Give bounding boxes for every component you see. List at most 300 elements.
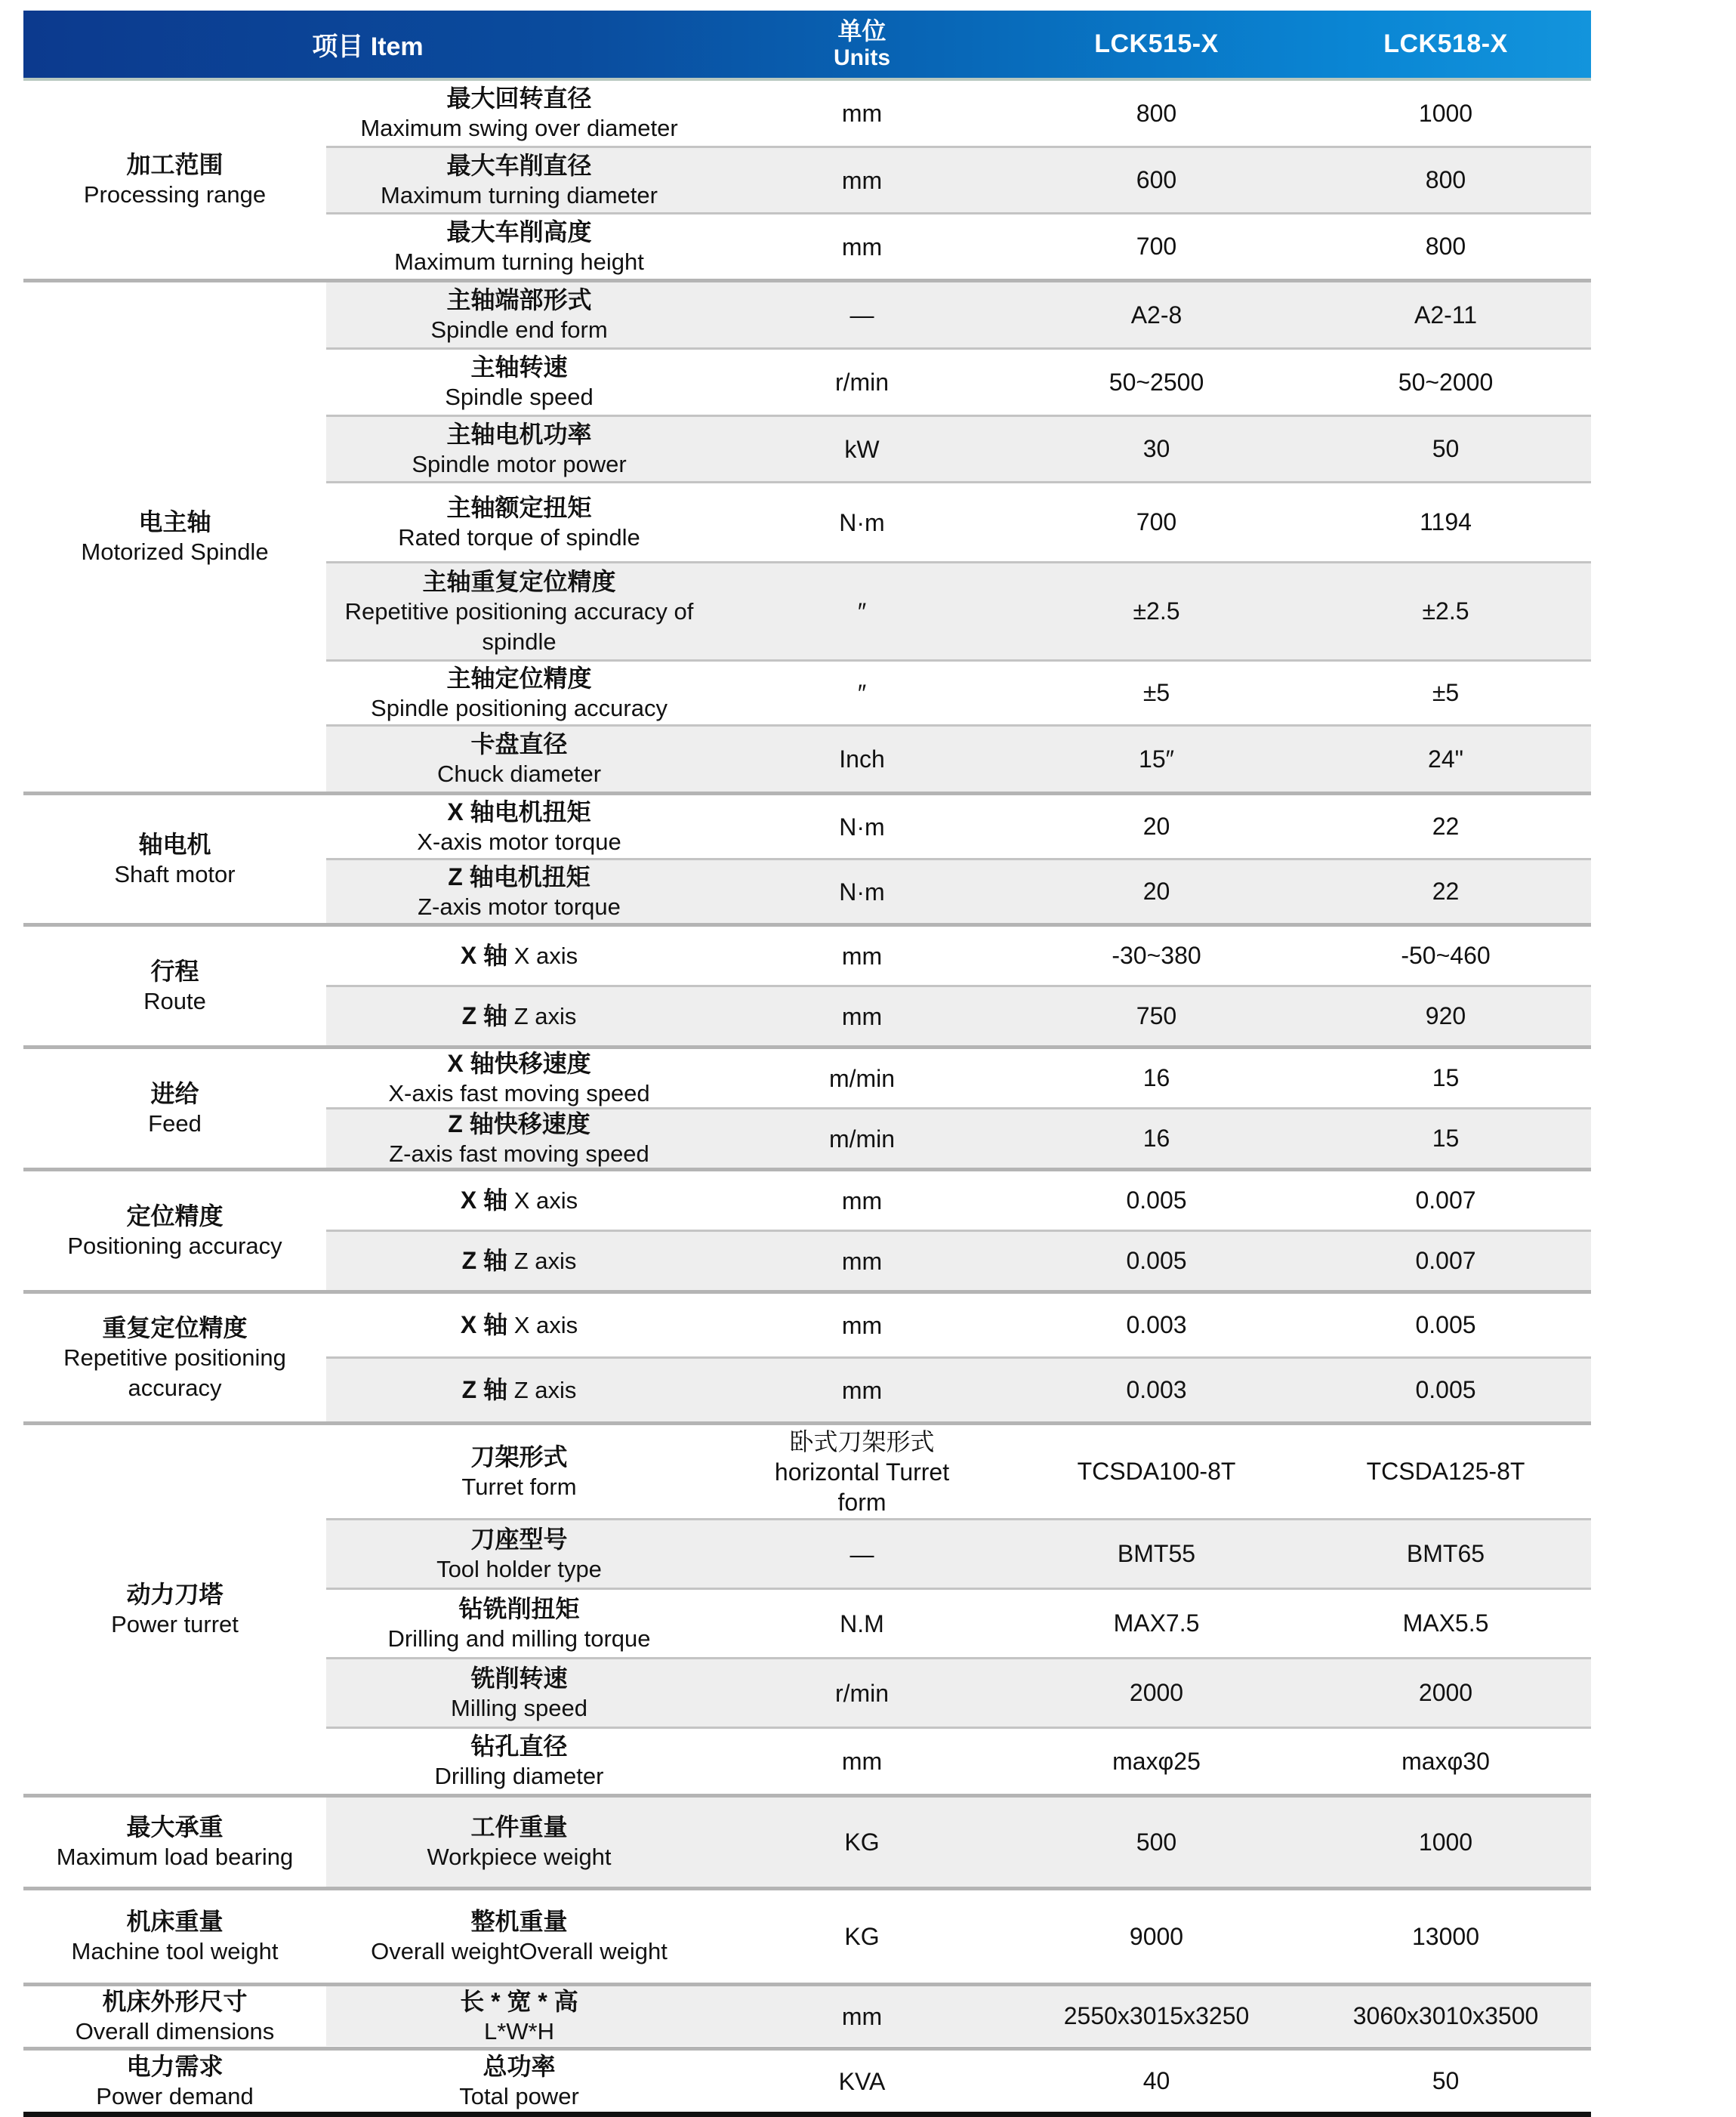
unit-value: r/min (834, 369, 890, 396)
model-2-value (1301, 1890, 1590, 1983)
item-en: Spindle positioning accuracy (371, 694, 668, 721)
category-cell (23, 1798, 326, 1887)
item-cell (326, 987, 712, 1045)
item-cell (326, 1729, 712, 1794)
spec-table (23, 11, 1591, 2117)
model-2-value (1301, 1232, 1590, 1290)
value-text: 40 (1142, 2067, 1170, 2094)
item-zh: 总功率 (483, 2052, 556, 2080)
category-zh: 电主轴 (138, 508, 211, 535)
item-cell (326, 1109, 712, 1168)
item-zh: 主轴电机功率 (446, 420, 592, 448)
unit-value: mm (841, 233, 883, 261)
item-en: Z axis (513, 1377, 577, 1403)
section (23, 1798, 1591, 1890)
item-cell (326, 483, 712, 561)
value-text: ±5 (1432, 679, 1460, 706)
item-en: Z axis (513, 1248, 577, 1274)
section-rows (326, 1171, 1591, 1290)
item-zh: 主轴端部形式 (446, 286, 592, 313)
value-text: 3060x3010x3500 (1352, 2002, 1539, 2029)
item-en: Maximum turning height (394, 248, 644, 275)
model-2-value (1301, 927, 1590, 985)
section (23, 1890, 1591, 1986)
value-text: 50~2500 (1109, 368, 1204, 396)
item-zh: 卡盘直径 (470, 730, 568, 758)
unit-value: mm (841, 1748, 883, 1775)
table-row (326, 146, 1591, 212)
section (23, 1171, 1591, 1294)
value-text: 1000 (1418, 99, 1473, 127)
section (23, 927, 1591, 1049)
item-cell (326, 1171, 712, 1230)
section-rows (326, 795, 1591, 923)
item-en: X-axis motor torque (417, 828, 621, 855)
item-zh: 长 * 宽 * 高 (460, 1987, 578, 2015)
item-en: L*W*H (483, 2017, 554, 2044)
value-text: 50 (1432, 2067, 1460, 2094)
unit-cell (712, 1425, 1012, 1518)
unit-cell (712, 563, 1012, 659)
unit-value: mm (841, 1187, 883, 1214)
value-text: 700 (1136, 508, 1177, 535)
unit-cell (712, 483, 1012, 561)
unit-value: N.M (840, 1609, 884, 1637)
model-2-value (1301, 417, 1590, 481)
table-row (326, 81, 1591, 146)
value-text: 1194 (1420, 508, 1472, 535)
category-en: Power turret (111, 1611, 239, 1637)
value-text: 16 (1142, 1125, 1170, 1152)
model-1-value (1012, 1109, 1301, 1168)
item-cell (326, 1425, 712, 1518)
header-model-1 (1012, 11, 1301, 78)
model-2-value (1301, 563, 1590, 659)
model-2-value (1301, 1049, 1590, 1107)
category-en: Positioning accuracy (67, 1232, 282, 1259)
section-rows (326, 282, 1591, 792)
category-zh: 机床重量 (126, 1908, 224, 1935)
item-zh: Z 轴 (461, 1376, 508, 1403)
value-text: 50 (1432, 435, 1460, 462)
value-text: BMT55 (1117, 1540, 1196, 1567)
unit-value: mm (841, 1311, 883, 1339)
item-zh: 主轴额定扭矩 (446, 493, 592, 521)
value-text: 22 (1432, 813, 1460, 840)
item-zh: 工件重量 (470, 1813, 568, 1841)
value-text: MAX7.5 (1113, 1609, 1200, 1637)
item-en: Drilling and milling torque (387, 1625, 651, 1652)
header-item (23, 11, 712, 78)
value-text: 13000 (1412, 1922, 1479, 1950)
section (23, 1049, 1591, 1171)
table-row (326, 985, 1591, 1045)
item-en: Spindle speed (445, 384, 594, 410)
model-2-value (1301, 662, 1590, 724)
table-row (326, 1727, 1591, 1794)
item-en: Rated torque of spindle (398, 523, 640, 551)
unit-cell (712, 1171, 1012, 1230)
unit-value: — (849, 1540, 874, 1568)
item-zh: X 轴电机扭矩 (447, 798, 591, 826)
item-zh: 整机重量 (470, 1908, 568, 1935)
section (23, 1986, 1591, 2051)
category-cell (23, 1425, 326, 1794)
unit-cell (712, 1798, 1012, 1887)
item-cell (326, 1590, 712, 1657)
item-en: Spindle end form (430, 316, 608, 343)
item-cell (326, 1659, 712, 1727)
item-cell (326, 2051, 712, 2112)
table-row (326, 1798, 1591, 1887)
category-cell (23, 2051, 326, 2112)
unit-cell (712, 795, 1012, 858)
value-text: A2-11 (1414, 301, 1477, 329)
section-rows (326, 81, 1591, 279)
section-rows (326, 1798, 1591, 1887)
header-units (712, 11, 1012, 78)
unit-value: KVA (838, 2067, 886, 2095)
unit-cell (712, 417, 1012, 481)
value-text: 15″ (1139, 745, 1174, 773)
unit-value: KG (844, 1923, 880, 1950)
model-2-value (1301, 1659, 1590, 1727)
item-en: X axis (513, 943, 578, 969)
model-1-value (1012, 282, 1301, 347)
unit-cell (712, 1294, 1012, 1356)
model-1-value (1012, 1986, 1301, 2046)
header-model-2 (1301, 11, 1590, 78)
unit-cell (712, 1729, 1012, 1794)
table-row (326, 927, 1591, 985)
header-units-en: Units (834, 45, 890, 70)
model-1-value (1012, 1232, 1301, 1290)
value-text: 15 (1432, 1064, 1460, 1091)
category-en: Maximum load bearing (56, 1844, 294, 1870)
item-zh: 最大车削高度 (446, 218, 592, 245)
item-en: X-axis fast moving speed (388, 1079, 650, 1106)
model-2-value (1301, 2051, 1590, 2112)
item-cell (326, 563, 712, 659)
item-cell (326, 282, 712, 347)
category-zh: 加工范围 (126, 151, 224, 178)
value-text: 0.005 (1126, 1187, 1187, 1214)
model-1-value (1012, 483, 1301, 561)
item-zh: 钻铣削扭矩 (458, 1594, 580, 1622)
item-zh: 铣削转速 (470, 1664, 568, 1692)
item-en: Z-axis motor torque (418, 893, 621, 920)
category-cell (23, 282, 326, 792)
unit-cell (712, 1049, 1012, 1107)
table-row (326, 212, 1591, 279)
section (23, 795, 1591, 927)
unit-cell (712, 860, 1012, 923)
item-en: Maximum swing over diameter (360, 115, 678, 141)
value-text: 0.003 (1126, 1376, 1187, 1403)
unit-value: mm (841, 166, 883, 194)
model-1-value (1012, 1890, 1301, 1983)
unit-value: ″ (857, 597, 867, 625)
category-zh: 最大承重 (126, 1813, 224, 1841)
unit-cell (712, 148, 1012, 212)
value-text: 800 (1136, 99, 1177, 127)
table-row (326, 1171, 1591, 1230)
category-en: Shaft motor (114, 860, 236, 887)
unit-value: ″ (857, 679, 867, 707)
item-zh: 钻孔直径 (470, 1733, 568, 1760)
category-zh: 轴电机 (138, 830, 211, 858)
unit-value: mm (841, 1247, 883, 1275)
value-text: 30 (1142, 435, 1170, 462)
model-2-value (1301, 987, 1590, 1045)
item-zh: 最大车削直径 (446, 151, 592, 179)
item-en: Spindle motor power (412, 450, 627, 477)
model-2-value (1301, 1425, 1590, 1518)
value-text: 20 (1142, 813, 1170, 840)
value-text: A2-8 (1130, 301, 1183, 329)
model-2-value (1301, 795, 1590, 858)
model-1-value (1012, 1049, 1301, 1107)
item-zh: Z 轴 (461, 1002, 508, 1029)
value-text: maxφ30 (1401, 1747, 1490, 1775)
model-2-value (1301, 1590, 1590, 1657)
item-zh: 主轴转速 (470, 353, 568, 381)
item-cell (326, 81, 712, 146)
section-rows (326, 1294, 1591, 1421)
table-row (326, 282, 1591, 347)
item-cell (326, 927, 712, 985)
section (23, 81, 1591, 282)
model-1-value (1012, 795, 1301, 858)
header-item-label: 项目 Item (312, 32, 424, 61)
table-row (326, 1890, 1591, 1983)
unit-value: mm (841, 1376, 883, 1404)
table-row (326, 1294, 1591, 1356)
category-en: Overall dimensions (75, 2018, 275, 2044)
unit-value: N·m (839, 813, 885, 841)
model-2-value (1301, 148, 1590, 212)
section-rows (326, 1890, 1591, 1983)
item-cell (326, 1890, 712, 1983)
item-cell (326, 417, 712, 481)
item-en: X axis (513, 1312, 578, 1338)
item-zh: X 轴快移速度 (447, 1049, 591, 1077)
table-row (326, 1425, 1591, 1518)
item-en: Workpiece weight (427, 1844, 612, 1870)
table-row (326, 659, 1591, 724)
value-text: 500 (1136, 1828, 1177, 1856)
value-text: 0.007 (1415, 1187, 1476, 1214)
unit-value: KG (844, 1828, 880, 1856)
item-en: Chuck diameter (436, 761, 602, 787)
unit-value: — (849, 301, 874, 329)
item-cell (326, 148, 712, 212)
value-text: 50~2000 (1398, 368, 1494, 396)
unit-cell (712, 214, 1012, 279)
category-cell (23, 1890, 326, 1983)
value-text: 2550x3015x3250 (1063, 2002, 1250, 2029)
item-zh: 刀架形式 (470, 1443, 568, 1470)
model-2-value (1301, 1986, 1590, 2046)
item-zh: 刀座型号 (470, 1525, 568, 1553)
table-row (326, 2051, 1591, 2112)
value-text: 15 (1432, 1125, 1460, 1152)
unit-cell (712, 927, 1012, 985)
unit-value: mm (841, 100, 883, 127)
model-2-value (1301, 350, 1590, 415)
item-cell (326, 1049, 712, 1107)
section (23, 2051, 1591, 2117)
model-1-value (1012, 350, 1301, 415)
item-cell (326, 214, 712, 279)
table-row (326, 347, 1591, 415)
value-text: 920 (1425, 1002, 1466, 1029)
table-header (23, 11, 1591, 81)
section-rows (326, 2051, 1591, 2112)
item-zh: X 轴 (460, 1187, 508, 1214)
category-en: Machine tool weight (71, 1938, 279, 1964)
value-text: 16 (1142, 1064, 1170, 1091)
model-1-value (1012, 148, 1301, 212)
category-cell (23, 927, 326, 1045)
value-text: 2000 (1418, 1679, 1473, 1706)
unit-value: N·m (839, 878, 885, 906)
unit-value: mm (841, 942, 883, 970)
value-text: BMT65 (1406, 1540, 1485, 1567)
category-en: Feed (148, 1109, 202, 1137)
category-en: Power demand (96, 2082, 254, 2109)
model-1-value (1012, 563, 1301, 659)
item-cell (326, 1359, 712, 1421)
table-row (326, 481, 1591, 561)
model-1-value (1012, 860, 1301, 923)
model-1-value (1012, 727, 1301, 792)
table-row (326, 858, 1591, 923)
unit-cell (712, 1890, 1012, 1983)
unit-cell (712, 1359, 1012, 1421)
item-cell (326, 1294, 712, 1356)
model-1-value (1012, 1520, 1301, 1588)
category-zh: 行程 (150, 957, 199, 985)
item-cell (326, 795, 712, 858)
item-en: Turret form (461, 1473, 577, 1500)
item-zh: X 轴 (460, 1311, 508, 1338)
category-cell (23, 1294, 326, 1421)
model-1-value (1012, 214, 1301, 279)
item-en: Overall weightOverall weight (371, 1938, 668, 1964)
category-cell (23, 795, 326, 923)
table-row (326, 561, 1591, 659)
table-row (326, 1986, 1591, 2046)
model-2-value (1301, 81, 1590, 146)
table-row (326, 1107, 1591, 1168)
item-en: Repetitive positioning accuracy of spindle (344, 597, 694, 655)
header-model-1-label: LCK515-X (1094, 29, 1219, 58)
value-text: 750 (1136, 1002, 1177, 1029)
unit-cell (712, 350, 1012, 415)
unit-cell (712, 1590, 1012, 1657)
unit-cell (712, 1659, 1012, 1727)
model-1-value (1012, 1171, 1301, 1230)
unit-value: m/min (828, 1125, 896, 1153)
table-row (326, 795, 1591, 858)
unit-cell (712, 1232, 1012, 1290)
category-zh: 进给 (150, 1079, 199, 1107)
item-cell (326, 727, 712, 792)
table-row (326, 1657, 1591, 1727)
model-2-value (1301, 1520, 1590, 1588)
unit-cell (712, 2051, 1012, 2112)
unit-cell (712, 727, 1012, 792)
section (23, 1294, 1591, 1425)
value-text: maxφ25 (1112, 1747, 1201, 1775)
model-2-value (1301, 1798, 1590, 1887)
model-2-value (1301, 1729, 1590, 1794)
unit-value: mm (841, 2002, 883, 2030)
value-text: 9000 (1129, 1922, 1184, 1950)
model-1-value (1012, 1729, 1301, 1794)
section-rows (326, 1049, 1591, 1168)
model-1-value (1012, 1294, 1301, 1356)
category-cell (23, 1049, 326, 1168)
item-en: Total power (459, 2082, 579, 2109)
unit-cell (712, 987, 1012, 1045)
model-2-value (1301, 1109, 1590, 1168)
category-zh: 动力刀塔 (126, 1581, 224, 1608)
model-1-value (1012, 2051, 1301, 2112)
value-text: 800 (1425, 233, 1466, 260)
item-zh: Z 轴快移速度 (448, 1109, 590, 1137)
section-rows (326, 1986, 1591, 2047)
model-2-value (1301, 1294, 1590, 1356)
table-row (326, 1230, 1591, 1290)
value-text: -50~460 (1401, 942, 1491, 969)
unit-cell (712, 662, 1012, 724)
model-1-value (1012, 1659, 1301, 1727)
item-zh: Z 轴 (461, 1247, 508, 1274)
value-text: 22 (1432, 878, 1460, 905)
item-cell (326, 1986, 712, 2046)
table-row (326, 724, 1591, 792)
value-text: -30~380 (1112, 942, 1201, 969)
model-1-value (1012, 1359, 1301, 1421)
unit-value: Inch (839, 745, 885, 773)
model-1-value (1012, 927, 1301, 985)
item-en: Milling speed (451, 1694, 587, 1721)
category-zh: 重复定位精度 (102, 1313, 248, 1341)
header-model-2-label: LCK518-X (1383, 29, 1508, 58)
value-text: MAX5.5 (1402, 1609, 1489, 1637)
value-text: 0.003 (1126, 1311, 1187, 1338)
model-1-value (1012, 1425, 1301, 1518)
table-row (326, 1518, 1591, 1588)
item-en: Drilling diameter (434, 1763, 604, 1789)
item-cell (326, 1232, 712, 1290)
category-en: Repetitive positioning accuracy (63, 1344, 286, 1401)
value-text: 700 (1136, 233, 1177, 260)
model-2-value (1301, 1359, 1590, 1421)
item-zh: 主轴定位精度 (446, 664, 592, 692)
value-text: TCSDA100-8T (1077, 1458, 1236, 1485)
item-cell (326, 350, 712, 415)
item-cell (326, 662, 712, 724)
value-text: ±2.5 (1422, 597, 1469, 625)
item-zh: 最大回转直径 (446, 85, 592, 112)
model-1-value (1012, 417, 1301, 481)
value-text: ±5 (1142, 679, 1170, 706)
item-cell (326, 1520, 712, 1588)
unit-value: r/min (834, 1679, 890, 1707)
